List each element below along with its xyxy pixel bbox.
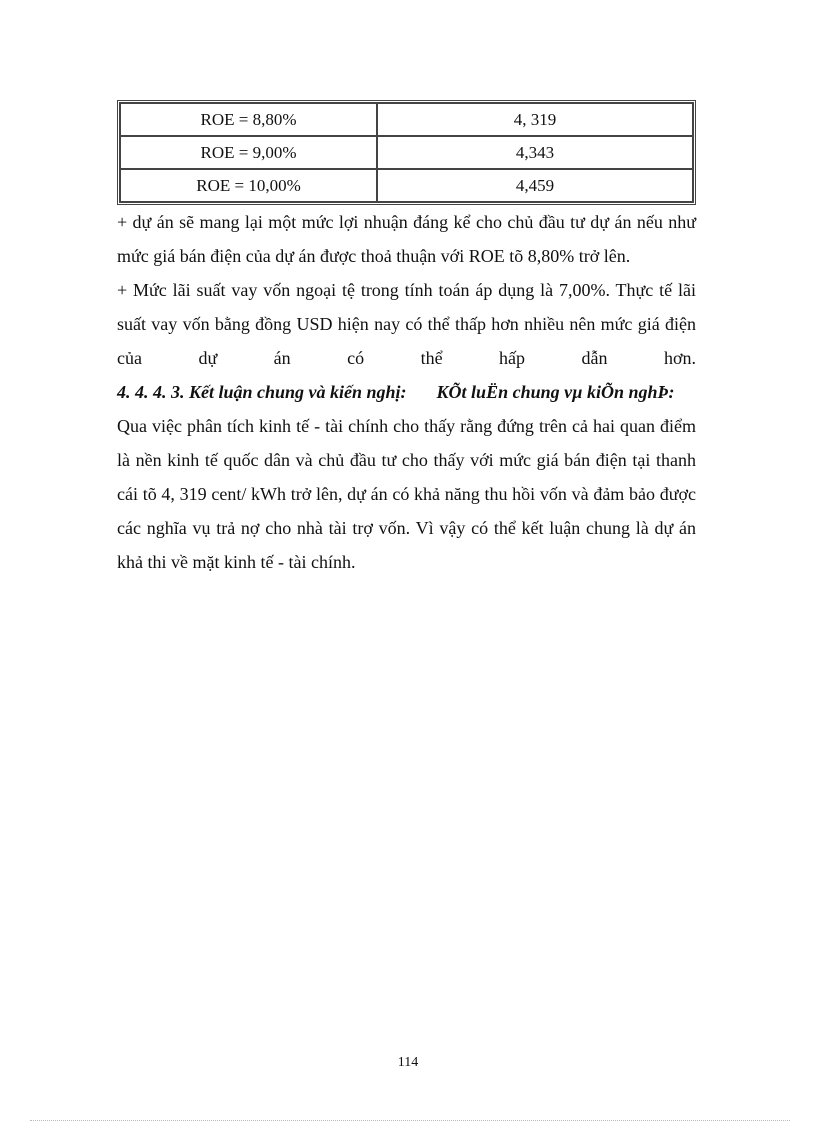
- roe-value-cell: 4,459: [377, 169, 693, 202]
- page-content: [117, 100, 696, 579]
- table-row: [120, 103, 693, 136]
- roe-label-cell: ROE = 10,00%: [120, 169, 377, 202]
- profit-note-paragraph: + dự án sẽ mang lại một mức lợi nhuận đáng kể cho chủ đầu tư dự án nếu như mức giá bán điện của dự án được thoả thuận với ROE tõ 8,80% trở lên.: [117, 212, 696, 266]
- page-bottom-divider: [30, 1120, 790, 1121]
- page-number: 114: [397, 1055, 419, 1070]
- table-row: [120, 169, 693, 202]
- interest-note-paragraph: + Mức lãi suất vay vốn ngoại tệ trong tính toán áp dụng là 7,00%. Thực tế lãi suất vay vốn bằng đồng USD hiện nay có thể thấp hơn nhiều nên mức giá điện của dự án có thể hấp dẫn hơn.: [117, 280, 696, 368]
- section-heading-garbled: KÕt luËn chung vµ kiÕn nghÞ:: [436, 382, 675, 402]
- roe-label-cell: ROE = 9,00%: [120, 136, 377, 169]
- roe-table: [117, 100, 696, 205]
- section-heading-title: 4. 4. 4. 3. Kết luận chung và kiến nghị:: [117, 382, 407, 402]
- roe-value-cell: 4, 319: [377, 103, 693, 136]
- conclusion-paragraph: Qua việc phân tích kinh tế - tài chính cho thấy rằng đứng trên cả hai quan điểm là nền kinh tế quốc dân và chủ đầu tư cho thấy với mức giá bán điện tại thanh cái tõ 4, 319 cent/ kWh trở lên, dự án có khả năng thu hồi vốn và đảm bảo được các nghĩa vụ trả nợ cho nhà tài trợ vốn. Vì vậy có thể kết luận chung là dự án khả thi về mặt kinh tế - tài chính.: [117, 416, 696, 572]
- roe-label-cell: ROE = 8,80%: [120, 103, 377, 136]
- table-row: [120, 136, 693, 169]
- section-heading: [117, 375, 696, 409]
- roe-value-cell: 4,343: [377, 136, 693, 169]
